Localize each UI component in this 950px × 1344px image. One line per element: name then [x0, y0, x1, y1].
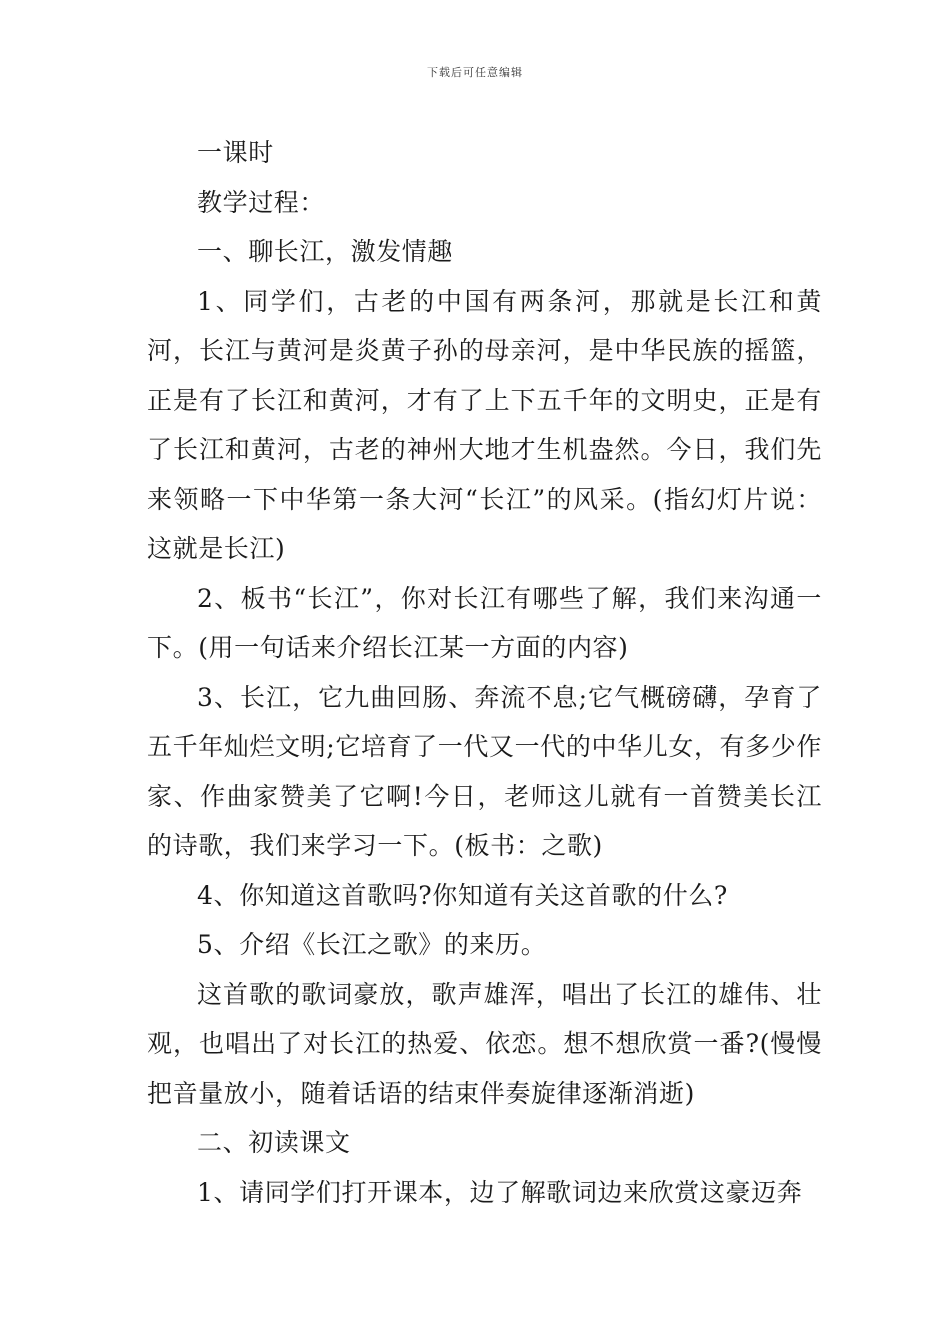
section-heading-1: 一、聊长江，激发情趣 [197, 237, 454, 266]
paragraph-teaching-process: 教学过程： [197, 187, 326, 217]
section-heading-2: 二、初读课文 [197, 1128, 351, 1157]
document-body [147, 128, 822, 1217]
paragraph-item-2: 2、板书“长江”，你对长江有哪些了解，我们来沟通一下。(用一句话来介绍长江某一方面的内容) [147, 583, 822, 662]
paragraph-song-description: 这首歌的歌词豪放，歌声雄浑，唱出了长江的雄伟、壮观，也唱出了对长江的热爱、依恋。想不想欣赏一番?(慢慢把音量放小，随着话语的结束伴奏旋律逐渐消逝) [147, 979, 822, 1108]
paragraph-item-1: 1、同学们，古老的中国有两条河，那就是长江和黄河，长江与黄河是炎黄子孙的母亲河，是中华民族的摇篮，正是有了长江和黄河，才有了上下五千年的文明史，正是有了长江和黄河，古老的神州大地才生机盎然。今日，我们先来领略一下中华第一条大河“长江”的风采。(指幻灯片说：这就是长江) [147, 286, 822, 563]
paragraph-item-5: 5、介绍《长江之歌》的来历。 [197, 930, 547, 959]
header-note: 下载后可任意编辑 [427, 66, 523, 79]
paragraph-item-4: 4、你知道这首歌吗?你知道有关这首歌的什么? [197, 880, 728, 910]
paragraph-lesson-period: 一课时 [197, 138, 274, 167]
paragraph-item-3: 3、长江，它九曲回肠、奔流不息;它气概磅礴，孕育了五千年灿烂文明;它培育了一代又一代的中华儿女，有多少作家、作曲家赞美了它啊!今日，老师这儿就有一首赞美长江的诗歌，我们来学习一下。(板书：之歌) [147, 682, 822, 860]
paragraph-reading-item-1: 1、请同学们打开课本，边了解歌词边来欣赏这豪迈奔 [197, 1177, 803, 1207]
